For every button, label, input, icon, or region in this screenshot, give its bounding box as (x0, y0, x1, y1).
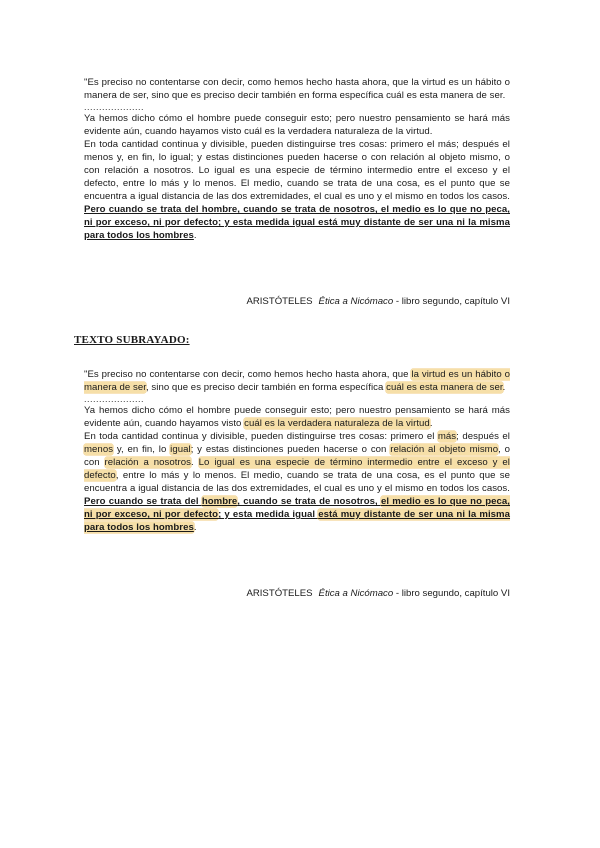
original-text-block (84, 76, 510, 242)
text-span: . (193, 522, 197, 533)
underlined-highlighted-span: el medio es lo que no peca, ni por exceso, ni por defecto (84, 496, 510, 520)
highlighted-span: relación a nosotros (104, 457, 191, 468)
text-span: , o con (84, 444, 510, 468)
underlined-span: , cuando se trata de nosotros, (237, 496, 381, 507)
highlighted-paragraph-1 (84, 368, 510, 394)
original-paragraph-2: Ya hemos dicho cómo el hombre puede conseguir esto; pero nuestro pensamiento se hará más evidente aún, cuando hayamos visto cuál es la verdadera naturaleza de la virtud. (84, 113, 510, 137)
citation-author: ARISTÓTELES (246, 296, 313, 307)
text-span: ; después el (456, 431, 510, 442)
text-span: ; y estas distinciones pueden hacerse o con (190, 444, 391, 455)
text-span: Ya hemos dicho cómo el hombre puede conseguir esto; pero nuestro pensamiento se hará más evidente aún, cuando hayamos visto (84, 405, 510, 429)
text-span: , sino que es preciso decir también en forma específica (145, 382, 387, 393)
citation-1 (246, 296, 510, 307)
citation-author: ARISTÓTELES (246, 588, 313, 599)
citation-work: Ética a Nicómaco (318, 588, 394, 599)
section-heading: TEXTO SUBRAYADO: (74, 334, 190, 346)
text-span: y, en fin, lo (113, 444, 171, 455)
text-span: "Es preciso no contentarse con decir, como hemos hecho hasta ahora, que (84, 369, 412, 380)
highlighted-span: cuál es la verdadera naturaleza de la virtud (244, 418, 430, 429)
highlighted-span: relación al objeto mismo (390, 444, 499, 455)
original-underlined-text: Pero cuando se trata del hombre, cuando se trata de nosotros, el medio es lo que no peca, ni por exceso, ni por defecto; y esta medida igual está muy distante de ser una ni la misma para todos los hombres (84, 204, 510, 241)
highlighted-span: Lo igual es una especie de término intermedio entre el exceso y el defecto (84, 457, 510, 481)
original-paragraph-1: "Es preciso no contentarse con decir, como hemos hecho hasta ahora, que la virtud es un hábito o manera de ser, sino que es preciso decir también en forma específica cuál es esta manera de ser. (84, 77, 510, 101)
highlighted-span: menos (84, 444, 114, 455)
highlighted-span: más (437, 431, 457, 442)
highlighted-span: la virtud es un hábito o manera de ser (84, 369, 510, 393)
citation-rest: - libro segundo, capítulo VI (393, 296, 510, 307)
underlined-span: Pero cuando se trata del (84, 496, 202, 507)
ellipsis-dots: .................... (84, 102, 145, 112)
original-paragraph-3 (84, 138, 510, 242)
citation-work: Ética a Nicómaco (318, 296, 394, 307)
underlined-span: ; y esta medida igual (218, 509, 319, 520)
text-span: En toda cantidad continua y divisible, pueden distinguirse tres cosas: primero el (84, 431, 438, 442)
text-span: , entre lo más y lo menos. El medio, cuando se trata de una cosa, es el punto que se encuentra a igual distancia de las dos extremidades, el cual es uno y el mismo en todos los casos. (84, 470, 510, 494)
underlined-highlighted-span: está muy distante de ser una ni la misma para todos los hombres (84, 509, 511, 533)
underlined-highlighted-span: hombre (201, 496, 238, 507)
text-span: . (502, 382, 506, 393)
highlighted-text-block (84, 368, 510, 534)
text-span: . (429, 418, 433, 429)
ellipsis-dots: .................... (84, 394, 145, 404)
text-span: . (190, 457, 199, 468)
highlighted-paragraph-3 (84, 430, 510, 534)
original-paragraph-3-end: . (193, 230, 197, 241)
highlighted-span: cuál es esta manera de ser (386, 382, 503, 393)
highlighted-span: igual (170, 444, 191, 455)
citation-2 (246, 588, 510, 599)
citation-rest: - libro segundo, capítulo VI (393, 588, 510, 599)
highlighted-paragraph-2 (84, 404, 510, 430)
original-paragraph-3-text: En toda cantidad continua y divisible, pueden distinguirse tres cosas: primero el más; después el menos y, en fin, lo igual; y estas distinciones pueden hacerse o con relación al objeto mismo, o con relación a nosotros. Lo igual es una especie de término intermedio entre el exceso y el defecto, entre lo más y lo menos. El medio, cuando se trata de una cosa, es el punto que se encuentra a igual distancia de las dos extremidades, el cual es uno y el mismo en todos los casos. (84, 139, 510, 202)
